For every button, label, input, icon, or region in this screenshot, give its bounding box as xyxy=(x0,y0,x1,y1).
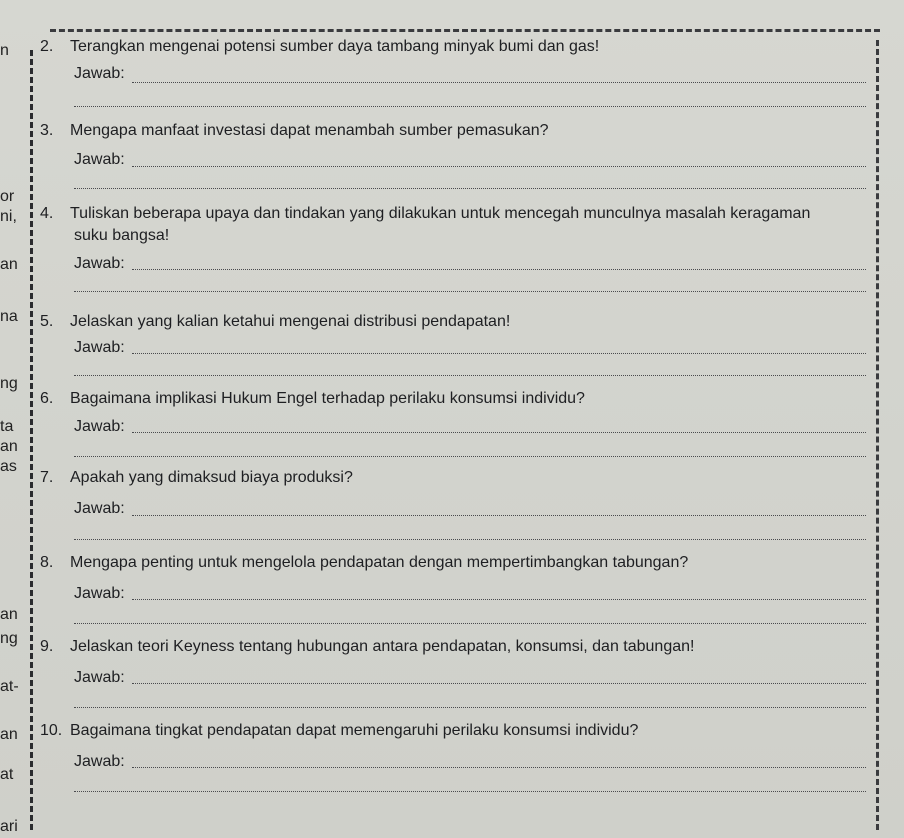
question-number: 7. xyxy=(40,469,54,486)
question-number: 2. xyxy=(40,38,54,55)
question-number: 8. xyxy=(40,554,54,571)
answer-line[interactable] xyxy=(132,683,866,684)
top-dashed-border xyxy=(50,29,880,32)
answer-label: Jawab: xyxy=(74,151,125,168)
margin-fragment: an xyxy=(0,606,18,623)
answer-line[interactable] xyxy=(74,291,866,292)
question-text-continued: suku bangsa! xyxy=(74,227,170,244)
answer-label: Jawab: xyxy=(74,585,125,602)
answer-line[interactable] xyxy=(74,539,866,540)
question-number: 6. xyxy=(40,390,54,407)
margin-fragment: at xyxy=(0,766,14,783)
answer-line[interactable] xyxy=(132,767,866,768)
margin-fragment: as xyxy=(0,458,17,475)
question-number: 3. xyxy=(40,122,54,139)
answer-line[interactable] xyxy=(132,353,866,354)
answer-label: Jawab: xyxy=(74,500,125,517)
answer-line[interactable] xyxy=(74,791,866,792)
answer-label: Jawab: xyxy=(74,255,125,272)
answer-line[interactable] xyxy=(132,82,866,83)
answer-line[interactable] xyxy=(74,707,866,708)
question-number: 5. xyxy=(40,313,54,330)
right-binding-holes xyxy=(876,40,889,830)
question-text: Apakah yang dimaksud biaya produksi? xyxy=(70,469,353,486)
question-number: 10. xyxy=(40,722,63,739)
answer-label: Jawab: xyxy=(74,65,125,82)
question-text: Mengapa manfaat investasi dapat menambah sumber pemasukan? xyxy=(70,122,549,139)
margin-fragment: an xyxy=(0,726,18,743)
question-text: Tuliskan beberapa upaya dan tindakan yang dilakukan untuk mencegah munculnya masalah keragaman xyxy=(70,205,811,222)
question-text: Bagaimana tingkat pendapatan dapat memengaruhi perilaku konsumsi individu? xyxy=(70,722,639,739)
answer-line[interactable] xyxy=(132,515,866,516)
question-text: Mengapa penting untuk mengelola pendapatan dengan mempertimbangkan tabungan? xyxy=(70,554,689,571)
answer-line[interactable] xyxy=(132,166,866,167)
answer-line[interactable] xyxy=(132,599,866,600)
answer-label: Jawab: xyxy=(74,669,125,686)
answer-line[interactable] xyxy=(132,269,866,270)
question-number: 9. xyxy=(40,638,54,655)
answer-line[interactable] xyxy=(74,456,866,457)
margin-fragment: an xyxy=(0,256,18,273)
margin-fragment: n xyxy=(0,42,9,59)
margin-fragment: ng xyxy=(0,375,18,392)
margin-fragment: ng xyxy=(0,630,18,647)
question-text: Jelaskan yang kalian ketahui mengenai distribusi pendapatan! xyxy=(70,313,511,330)
question-number: 4. xyxy=(40,205,54,222)
answer-line[interactable] xyxy=(74,188,866,189)
answer-line[interactable] xyxy=(132,432,866,433)
question-text: Jelaskan teori Keyness tentang hubungan antara pendapatan, konsumsi, dan tabungan! xyxy=(70,638,695,655)
answer-label: Jawab: xyxy=(74,339,125,356)
margin-fragment: ta xyxy=(0,418,14,435)
margin-fragment: at- xyxy=(0,678,19,695)
answer-line[interactable] xyxy=(74,106,866,107)
answer-label: Jawab: xyxy=(74,418,125,435)
margin-fragment: an xyxy=(0,438,18,455)
margin-fragment: ni, xyxy=(0,208,17,225)
answer-line[interactable] xyxy=(74,623,866,624)
question-text: Bagaimana implikasi Hukum Engel terhadap perilaku konsumsi individu? xyxy=(70,390,585,407)
answer-label: Jawab: xyxy=(74,753,125,770)
margin-fragment: na xyxy=(0,308,18,325)
margin-fragment: or xyxy=(0,188,15,205)
answer-line[interactable] xyxy=(74,375,866,376)
question-text: Terangkan mengenai potensi sumber daya tambang minyak bumi dan gas! xyxy=(70,38,600,55)
margin-fragment: ari xyxy=(0,818,18,835)
